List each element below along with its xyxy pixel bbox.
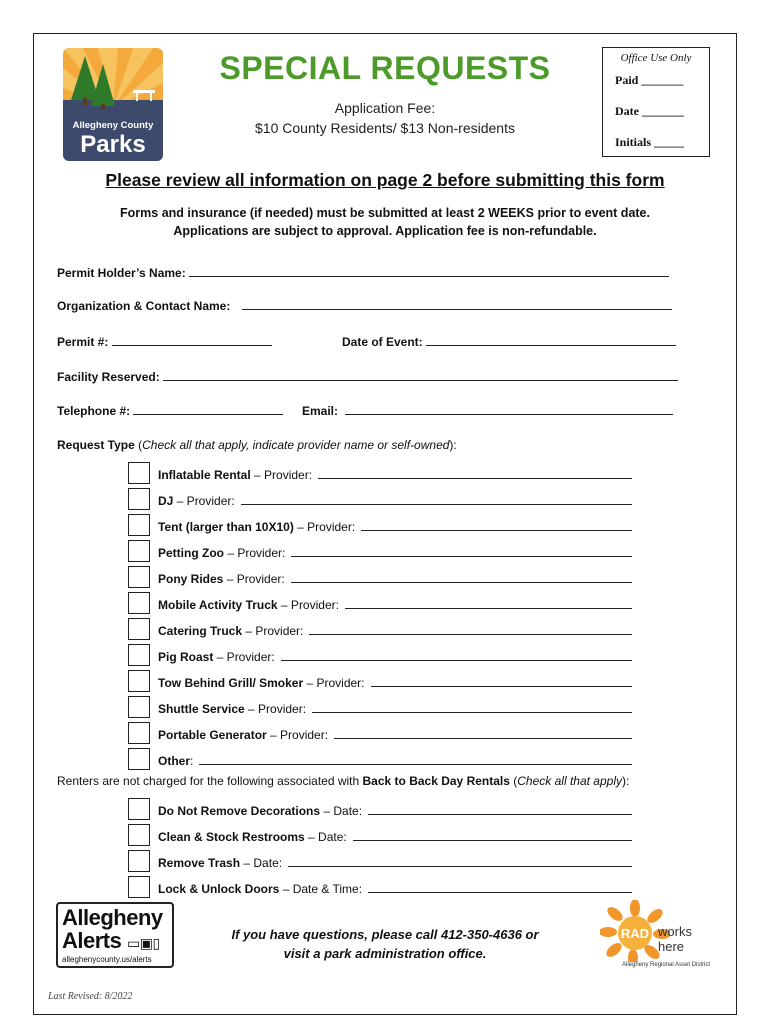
request-type-label: Request Type bbox=[57, 438, 135, 452]
back-to-back-checkbox[interactable] bbox=[128, 876, 150, 898]
request-item bbox=[158, 570, 632, 586]
request-item bbox=[158, 622, 632, 638]
back-to-back-item-suffix: – Date: bbox=[320, 804, 363, 818]
request-provider-input[interactable] bbox=[345, 596, 632, 609]
request-item-suffix: – Provider: bbox=[303, 676, 365, 690]
facility-input[interactable] bbox=[163, 368, 678, 381]
event-date-label: Date of Event: bbox=[342, 335, 423, 349]
request-item-name: DJ bbox=[158, 494, 174, 508]
back-to-back-checkbox[interactable] bbox=[128, 824, 150, 846]
request-checkbox[interactable] bbox=[128, 722, 150, 744]
request-provider-input[interactable] bbox=[318, 466, 632, 479]
fee-label: Application Fee: bbox=[334, 100, 436, 116]
request-item bbox=[158, 492, 632, 508]
back-to-back-provider-input[interactable] bbox=[368, 802, 632, 815]
request-item-suffix: – Provider: bbox=[223, 572, 285, 586]
request-item-name: Tow Behind Grill/ Smoker bbox=[158, 676, 304, 690]
back-to-back-hint: Check all that apply bbox=[517, 774, 622, 788]
organization-field bbox=[57, 297, 672, 313]
approval-note: Applications are subject to approval. Application fee is non-refundable. bbox=[173, 224, 597, 238]
office-use-heading: Office Use Only bbox=[620, 52, 692, 64]
alerts-line2 bbox=[62, 929, 168, 955]
email-label: Email: bbox=[302, 404, 339, 418]
back-to-back-item bbox=[158, 802, 632, 818]
devices-icon: ▭▣▯ bbox=[126, 935, 160, 951]
permit-holder-field bbox=[57, 264, 669, 280]
fee-text: $10 County Residents/ $13 Non-residents bbox=[255, 120, 515, 136]
questions-text bbox=[200, 925, 570, 963]
permit-number-label: Permit #: bbox=[57, 335, 109, 349]
review-notice: Please review all information on page 2 before submitting this form bbox=[105, 170, 665, 190]
organization-label: Organization & Contact Name: bbox=[57, 299, 231, 313]
request-item-name: Shuttle Service bbox=[158, 702, 245, 716]
request-checkbox[interactable] bbox=[128, 462, 150, 484]
office-date: Date _______ bbox=[615, 104, 684, 118]
facility-field bbox=[57, 368, 678, 384]
alerts-url: alleghenycounty.us/alerts bbox=[62, 955, 152, 964]
request-provider-input[interactable] bbox=[291, 544, 632, 557]
back-to-back-hint-close: ): bbox=[622, 774, 630, 788]
request-checkbox[interactable] bbox=[128, 618, 150, 640]
event-date-field bbox=[342, 333, 676, 349]
alerts-word: Alerts bbox=[62, 928, 122, 953]
request-item-suffix: – Provider: bbox=[266, 728, 329, 742]
request-item-suffix: – Provider: bbox=[293, 520, 356, 534]
request-item-name: Pig Roast bbox=[158, 650, 214, 664]
back-to-back-checkbox[interactable] bbox=[128, 850, 150, 872]
request-item bbox=[158, 466, 632, 482]
request-item bbox=[158, 518, 632, 534]
request-item-name: Other bbox=[158, 754, 191, 768]
back-to-back-item-suffix: – Date: bbox=[240, 856, 283, 870]
request-type-hint-close: ): bbox=[449, 438, 457, 452]
submission-note: Forms and insurance (if needed) must be submitted at least 2 WEEKS prior to event date. bbox=[120, 206, 650, 220]
request-item bbox=[158, 544, 632, 560]
rad-badge: RAD bbox=[620, 926, 650, 941]
back-to-back-item-name: Remove Trash bbox=[158, 856, 241, 870]
request-item-suffix: : bbox=[190, 754, 194, 768]
rad-works-text: works here bbox=[658, 924, 692, 954]
request-item-name: Inflatable Rental bbox=[158, 468, 251, 482]
email-input[interactable] bbox=[345, 402, 673, 415]
request-item bbox=[158, 700, 632, 716]
back-to-back-bold: Back to Back Day Rentals bbox=[362, 774, 510, 788]
request-item-suffix: – Provider: bbox=[173, 494, 235, 508]
email-field bbox=[302, 402, 673, 418]
telephone-label: Telephone #: bbox=[57, 404, 131, 418]
back-to-back-item-suffix: – Date: bbox=[304, 830, 347, 844]
allegheny-county-parks-logo bbox=[63, 48, 163, 161]
organization-input[interactable] bbox=[242, 297, 672, 310]
request-provider-input[interactable] bbox=[281, 648, 632, 661]
request-item-suffix: – Provider: bbox=[277, 598, 339, 612]
telephone-field bbox=[57, 402, 283, 418]
back-to-back-checkbox[interactable] bbox=[128, 798, 150, 820]
request-item-name: Catering Truck bbox=[158, 624, 243, 638]
request-item-suffix: – Provider: bbox=[213, 650, 275, 664]
office-paid: Paid _______ bbox=[615, 73, 684, 87]
back-to-back-provider-input[interactable] bbox=[368, 880, 632, 893]
request-provider-input[interactable] bbox=[371, 674, 633, 687]
facility-label: Facility Reserved: bbox=[57, 370, 160, 384]
permit-number-field bbox=[57, 333, 272, 349]
telephone-input[interactable] bbox=[133, 402, 283, 415]
request-checkbox[interactable] bbox=[128, 644, 150, 666]
request-item-suffix: – Provider: bbox=[244, 702, 307, 716]
back-to-back-item-name: Do Not Remove Decorations bbox=[158, 804, 321, 818]
request-type-hint-open: ( bbox=[138, 438, 143, 452]
questions-line2: visit a park administration office. bbox=[283, 946, 487, 961]
request-checkbox[interactable] bbox=[128, 748, 150, 770]
request-provider-input[interactable] bbox=[361, 518, 632, 531]
back-to-back-item bbox=[158, 854, 632, 870]
request-provider-input[interactable] bbox=[334, 726, 632, 739]
permit-holder-input[interactable] bbox=[189, 264, 669, 277]
request-checkbox[interactable] bbox=[128, 592, 150, 614]
back-to-back-item-suffix: – Date & Time: bbox=[279, 882, 363, 896]
request-item-name: Petting Zoo bbox=[158, 546, 224, 560]
request-type-hint: Check all that apply, indicate provider name or self-owned bbox=[142, 438, 450, 452]
back-to-back-provider-input[interactable] bbox=[288, 854, 632, 867]
request-item bbox=[158, 674, 632, 690]
request-checkbox[interactable] bbox=[128, 696, 150, 718]
request-item-suffix: – Provider: bbox=[224, 546, 286, 560]
request-provider-input[interactable] bbox=[199, 752, 632, 765]
request-provider-input[interactable] bbox=[291, 570, 632, 583]
request-provider-input[interactable] bbox=[309, 622, 632, 635]
request-item-suffix: – Provider: bbox=[242, 624, 304, 638]
rad-logo bbox=[600, 900, 720, 972]
request-item-name: Pony Rides bbox=[158, 572, 224, 586]
back-to-back-heading bbox=[57, 774, 629, 788]
request-provider-input[interactable] bbox=[312, 700, 632, 713]
questions-line1: If you have questions, please call 412-350-4636 or bbox=[231, 927, 539, 942]
alerts-line1: Allegheny bbox=[62, 905, 163, 930]
request-item-name: Tent (larger than 10X10) bbox=[158, 520, 294, 534]
request-item bbox=[158, 726, 632, 742]
request-item-name: Mobile Activity Truck bbox=[158, 598, 278, 612]
office-use-box bbox=[602, 47, 710, 157]
back-to-back-prefix: Renters are not charged for the following associated with bbox=[57, 774, 363, 788]
page-title: SPECIAL REQUESTS bbox=[219, 50, 551, 86]
back-to-back-item-name: Clean & Stock Restrooms bbox=[158, 830, 305, 844]
logo-parks-text: Parks bbox=[80, 131, 146, 158]
logo-county-text: Allegheny County bbox=[72, 120, 154, 131]
permit-holder-label: Permit Holder’s Name: bbox=[57, 266, 186, 280]
permit-number-input[interactable] bbox=[112, 333, 272, 346]
back-to-back-item-name: Lock & Unlock Doors bbox=[158, 882, 280, 896]
allegheny-alerts-logo bbox=[56, 902, 174, 968]
event-date-input[interactable] bbox=[426, 333, 676, 346]
office-initials: Initials _____ bbox=[615, 135, 685, 149]
request-checkbox[interactable] bbox=[128, 514, 150, 536]
back-to-back-item bbox=[158, 828, 632, 844]
request-item bbox=[158, 648, 632, 664]
request-item-suffix: – Provider: bbox=[250, 468, 313, 482]
request-type-heading bbox=[57, 438, 457, 452]
back-to-back-item bbox=[158, 880, 632, 896]
request-item bbox=[158, 596, 632, 612]
request-item-name: Portable Generator bbox=[158, 728, 267, 742]
rad-subtitle: Allegheny Regional Asset District bbox=[622, 962, 711, 968]
request-checkbox[interactable] bbox=[128, 488, 150, 510]
request-checkbox[interactable] bbox=[128, 566, 150, 588]
back-to-back-provider-input[interactable] bbox=[353, 828, 632, 841]
request-checkbox[interactable] bbox=[128, 670, 150, 692]
back-to-back-hint-open: ( bbox=[509, 774, 518, 788]
request-provider-input[interactable] bbox=[241, 492, 632, 505]
last-revised: Last Revised: 8/2022 bbox=[48, 991, 133, 1002]
request-checkbox[interactable] bbox=[128, 540, 150, 562]
request-item bbox=[158, 752, 632, 768]
